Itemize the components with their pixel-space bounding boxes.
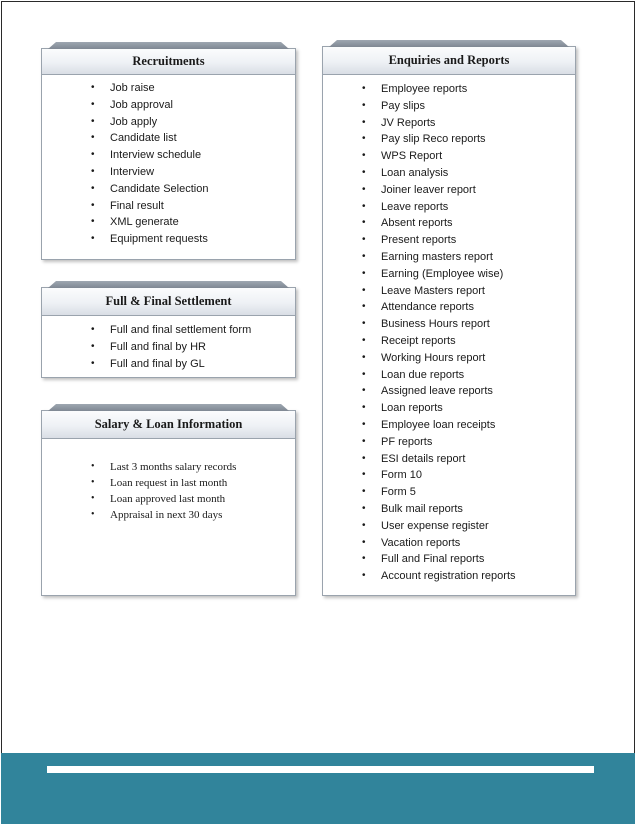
enquiries-panel-header	[323, 47, 575, 75]
list-item	[88, 80, 208, 97]
list-item-text: Working Hours report	[381, 351, 486, 364]
bullet-icon: •	[91, 340, 95, 352]
list-item	[359, 518, 516, 535]
list-item-text: Equipment requests	[110, 233, 208, 246]
list-item-text: Candidate list	[110, 132, 177, 145]
list-item-text: Loan analysis	[381, 166, 449, 179]
bullet-icon: •	[362, 385, 366, 397]
bullet-icon: •	[362, 150, 366, 162]
bullet-icon: •	[362, 452, 366, 464]
list-item-text: Leave reports	[381, 200, 449, 213]
list-item-text: Earning masters report	[381, 250, 493, 263]
salary-panel-title: Salary & Loan Information	[94, 417, 243, 431]
list-item	[359, 249, 516, 266]
salary-list	[88, 459, 236, 523]
bullet-icon: •	[362, 267, 366, 279]
bullet-icon: •	[362, 116, 366, 128]
list-item	[88, 97, 208, 114]
bullet-icon: •	[91, 477, 95, 488]
footer-band	[1, 753, 635, 824]
list-item-text: Loan reports	[381, 402, 443, 415]
bullet-icon: •	[362, 166, 366, 178]
list-item	[359, 417, 516, 434]
list-item-text: Full and final by HR	[110, 340, 206, 353]
enquiries-reports-panel	[322, 46, 576, 596]
list-item-text: WPS Report	[381, 150, 443, 163]
list-item	[359, 131, 516, 148]
list-item	[359, 98, 516, 115]
list-item	[359, 367, 516, 384]
list-item	[359, 232, 516, 249]
list-item	[359, 182, 516, 199]
list-item-text: Business Hours report	[381, 318, 490, 331]
list-item-text: Receipt reports	[381, 334, 456, 347]
list-item	[359, 81, 516, 98]
enquiries-list	[359, 81, 516, 585]
list-item-text: Joiner leaver report	[381, 183, 476, 196]
list-item	[359, 350, 516, 367]
enquiries-panel-title: Enquiries and Reports	[388, 53, 510, 67]
list-item	[88, 147, 208, 164]
list-item-text: Earning (Employee wise)	[381, 267, 504, 280]
bullet-icon: •	[91, 357, 95, 369]
list-item-text: Form 10	[381, 469, 422, 482]
list-item	[88, 164, 208, 181]
list-item	[359, 484, 516, 501]
list-item	[359, 199, 516, 216]
list-item-text: Interview schedule	[110, 149, 202, 162]
list-item-text: Appraisal in next 30 days	[110, 509, 223, 521]
settlement-panel-title: Full & Final Settlement	[105, 294, 232, 308]
list-item-text: Leave Masters report	[381, 284, 485, 297]
list-item-text: Job apply	[110, 115, 158, 128]
footer-divider-line	[47, 766, 594, 773]
list-item-text: Bulk mail reports	[381, 502, 463, 515]
bullet-icon: •	[362, 334, 366, 346]
list-item-text: Present reports	[381, 234, 457, 247]
list-item	[359, 568, 516, 585]
bullet-icon: •	[362, 402, 366, 414]
bullet-icon: •	[362, 570, 366, 582]
list-item	[359, 215, 516, 232]
list-item	[88, 231, 208, 248]
bullet-icon: •	[362, 250, 366, 262]
list-item	[359, 165, 516, 182]
settlement-panel-tab	[48, 281, 289, 288]
list-item	[359, 115, 516, 132]
bullet-icon: •	[91, 115, 95, 127]
bullet-icon: •	[362, 83, 366, 94]
list-item-text: Final result	[110, 199, 164, 212]
bullet-icon: •	[362, 435, 366, 447]
list-item-text: XML generate	[110, 216, 179, 229]
list-item-text: Last 3 months salary records	[110, 461, 237, 473]
list-item	[88, 459, 236, 475]
list-item	[88, 198, 208, 215]
bullet-icon: •	[91, 98, 95, 110]
list-item	[359, 535, 516, 552]
list-item-text: Form 5	[381, 486, 416, 499]
list-item	[88, 114, 208, 131]
settlement-list	[88, 322, 251, 372]
bullet-icon: •	[362, 351, 366, 363]
list-item	[88, 181, 208, 198]
list-item	[88, 475, 236, 491]
list-item-text: Job raise	[110, 82, 155, 94]
list-item-text: Loan request in last month	[110, 477, 228, 489]
bullet-icon: •	[362, 502, 366, 514]
list-item-text: Full and Final reports	[381, 553, 485, 566]
list-item	[359, 383, 516, 400]
list-item-text: Interview	[110, 165, 155, 178]
bullet-icon: •	[91, 324, 95, 335]
enquiries-panel-tab	[329, 40, 569, 47]
recruitments-panel-tab	[48, 42, 289, 49]
list-item-text: User expense register	[381, 519, 489, 532]
bullet-icon: •	[362, 284, 366, 296]
list-item	[359, 316, 516, 333]
bullet-icon: •	[91, 461, 95, 472]
settlement-panel-header	[42, 288, 295, 316]
bullet-icon: •	[362, 301, 366, 313]
bullet-icon: •	[362, 519, 366, 531]
list-item	[88, 339, 251, 356]
list-item-text: Attendance reports	[381, 301, 474, 314]
bullet-icon: •	[362, 200, 366, 212]
list-item-text: Pay slip Reco reports	[381, 133, 486, 146]
list-item	[88, 507, 236, 523]
list-item	[359, 551, 516, 568]
list-item-text: Loan approved last month	[110, 493, 226, 505]
list-item	[359, 451, 516, 468]
list-item	[359, 283, 516, 300]
list-item-text: Absent reports	[381, 217, 453, 230]
list-item-text: Full and final settlement form	[110, 324, 252, 336]
recruitments-list	[88, 80, 208, 248]
list-item	[359, 333, 516, 350]
list-item	[359, 400, 516, 417]
list-item-text: Candidate Selection	[110, 182, 209, 195]
bullet-icon: •	[91, 82, 95, 93]
list-item-text: Account registration reports	[381, 570, 516, 583]
list-item	[359, 299, 516, 316]
salary-loan-panel	[41, 410, 296, 596]
bullet-icon: •	[362, 469, 366, 481]
list-item-text: Vacation reports	[381, 536, 461, 549]
bullet-icon: •	[91, 182, 95, 194]
bullet-icon: •	[362, 318, 366, 330]
list-item-text: ESI details report	[381, 452, 466, 465]
bullet-icon: •	[91, 216, 95, 228]
list-item	[88, 214, 208, 231]
bullet-icon: •	[362, 234, 366, 246]
bullet-icon: •	[362, 418, 366, 430]
bullet-icon: •	[362, 553, 366, 565]
full-final-settlement-panel	[41, 287, 296, 378]
salary-panel-tab	[48, 404, 289, 411]
bullet-icon: •	[91, 165, 95, 177]
list-item-text: Employee loan receipts	[381, 418, 496, 431]
recruitments-panel-title: Recruitments	[132, 54, 205, 68]
bullet-icon: •	[91, 132, 95, 144]
bullet-icon: •	[91, 199, 95, 211]
bullet-icon: •	[362, 368, 366, 380]
list-item	[88, 356, 251, 373]
bullet-icon: •	[362, 183, 366, 195]
list-item-text: Pay slips	[381, 99, 426, 112]
bullet-icon: •	[91, 233, 95, 245]
list-item-text: Loan due reports	[381, 368, 465, 381]
list-item	[88, 322, 251, 339]
list-item-text: Full and final by GL	[110, 357, 205, 370]
bullet-icon: •	[362, 536, 366, 548]
list-item	[88, 491, 236, 507]
list-item-text: PF reports	[381, 435, 433, 448]
bullet-icon: •	[91, 509, 95, 520]
list-item-text: JV Reports	[381, 116, 436, 129]
list-item-text: Assigned leave reports	[381, 385, 493, 398]
bullet-icon: •	[362, 217, 366, 229]
list-item	[359, 148, 516, 165]
list-item	[359, 434, 516, 451]
list-item-text: Employee reports	[381, 83, 468, 95]
recruitments-panel-header	[42, 49, 295, 75]
list-item	[359, 266, 516, 283]
list-item	[359, 467, 516, 484]
bullet-icon: •	[362, 99, 366, 111]
recruitments-panel	[41, 48, 296, 260]
bullet-icon: •	[362, 486, 366, 498]
list-item-text: Job approval	[110, 98, 173, 111]
bullet-icon: •	[362, 133, 366, 145]
list-item	[88, 130, 208, 147]
list-item	[359, 501, 516, 518]
salary-panel-header	[42, 411, 295, 439]
bullet-icon: •	[91, 493, 95, 504]
bullet-icon: •	[91, 149, 95, 161]
